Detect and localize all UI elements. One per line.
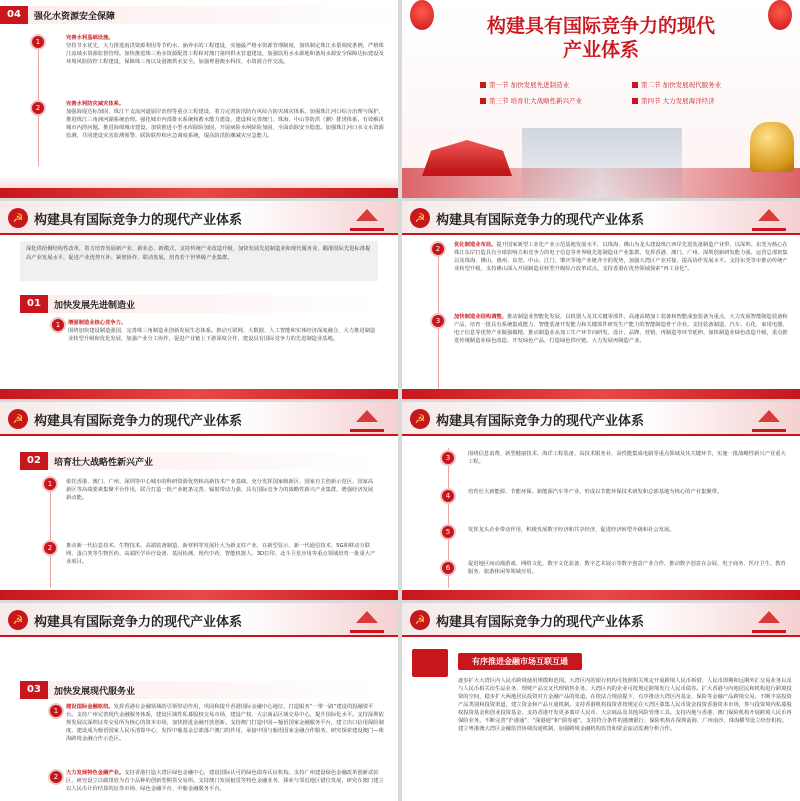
- tiananmen-icon: [350, 607, 384, 633]
- hammer-sickle-icon: ☭: [8, 610, 28, 630]
- paragraph-text: 提升国家新型工业化产业示范基地发展水平，以珠海、佛山为龙头建设珠江西岸先进装备制造产业带，以深圳、东莞为核心在珠江东岸打造具有全球影响力和竞争力的电子信息等世界级先进制造业产业集群。发挥香港、澳门、广州、深圳创新研发能力强、运营总部密集以及珠海、佛山、惠州、东莞、中山、江门、肇庆等地产业链齐全的优势，加强大湾区产业对接，提高协作发展水平。支持东莞等市推动传统产业转型升级，支持佛山深入开展制造业转型升级综合改革试点。支持香港在优势领域探索“再工业化”。: [454, 242, 788, 272]
- tiananmen-icon: [752, 406, 786, 432]
- section-number: 04: [0, 6, 28, 24]
- toc-item[interactable]: [632, 96, 715, 105]
- footer-bar: [402, 590, 800, 600]
- item-number: 2: [32, 102, 44, 114]
- section-number: 01: [20, 295, 48, 313]
- paragraph: [66, 703, 384, 767]
- section-number: 03: [20, 681, 48, 699]
- paragraph: [68, 319, 378, 375]
- item-number: 1: [32, 36, 44, 48]
- slide-manufacturing-layout[interactable]: [402, 201, 800, 399]
- paragraph: 促进地区间动漫游戏、网络文化、数字文化装备、数字艺术展示等数字创意产业合作，推动数字创意在会展、电子商务、医疗卫生、教育服务、旅游休闲等领域应用。: [468, 561, 786, 575]
- paragraph: [66, 100, 386, 168]
- section-header: [20, 452, 378, 470]
- timeline-line: [50, 476, 51, 588]
- header-title: 构建具有国际竞争力的现代产业体系: [436, 615, 645, 630]
- cover-title: [402, 14, 800, 62]
- slide-cover[interactable]: [402, 0, 800, 198]
- header-title: 构建具有国际竞争力的现代产业体系: [436, 414, 645, 429]
- item-number: 5: [442, 526, 454, 538]
- footer-bar: [402, 389, 800, 399]
- bullet-icon: [480, 82, 486, 88]
- item-number: 1: [52, 319, 64, 331]
- timeline-line: [38, 36, 39, 166]
- footer-bar: [0, 590, 398, 600]
- paragraph-heading: 优化制造业布局。: [454, 242, 497, 248]
- hammer-sickle-icon: ☭: [410, 409, 430, 429]
- footer-wave: [0, 176, 398, 188]
- hammer-sickle-icon: ☭: [8, 208, 28, 228]
- item-number: 2: [432, 243, 444, 255]
- toc-label: 第一节 加快发展先进制造业: [489, 81, 570, 89]
- slide-header: [0, 402, 398, 436]
- hammer-sickle-icon: ☭: [410, 610, 430, 630]
- paragraph: 依托香港、澳门、广州、深圳等中心城市的科研资源优势和高新技术产业基础，充分发挥国家级新区、国家自主创新示范区、国家高新区等高端要素集聚平台作用，联合打造一批产业链条完善、辐射带动力强、具有国际竞争力的战略性新兴产业集群，增强经济发展新动能。: [66, 479, 374, 501]
- item-number: 2: [50, 771, 62, 783]
- section-number: 02: [20, 452, 48, 470]
- hammer-sickle-icon: ☭: [410, 208, 430, 228]
- paragraph-text: 推动制造业智能化发展，以机器人及其关键零部件、高速高精加工装备和智能成套装备为重点，大力发展智能制造装备和产品，培育一批具有系统集成能力、智能装备开发能力和关键部件研发生产能力的智能制造骨干企业。支持装备制造、汽车、石化、家用电器、电子信息等优势产业做强做精，推动制造业从加工生产环节向研发、设计、品牌、营销、再制造等环节延伸。加快制造业绿色改造升级，重点推进传统制造业绿色改造、开发绿色产品，打造绿色供应链。大力发展再制造产业。: [454, 314, 788, 344]
- slide-emerging-industries-cont[interactable]: [402, 402, 800, 600]
- paragraph: [66, 34, 386, 100]
- section-title: 加快发展先进制造业: [54, 300, 136, 311]
- paragraph: [454, 241, 790, 311]
- tiananmen-icon: [350, 406, 384, 432]
- paragraph-text: 支持香港打造大湾区绿色金融中心，建设国际认可的绿色债券认证机构。支持广州建设绿色金融改革创新试验区，研究设立以碳排放为首个品种的创新型期货交易所。支持澳门发展租赁等特色金融业务，探索与邻近地区错位发展，研究在澳门建立以人民币计价结算的证券市场、绿色金融平台、中葡金融服务平台。: [66, 770, 384, 792]
- header-title: 构建具有国际竞争力的现代产业体系: [34, 615, 243, 630]
- header-title: 构建具有国际竞争力的现代产业体系: [34, 414, 243, 429]
- slide-financial-market[interactable]: [402, 603, 800, 801]
- paragraph: [454, 313, 790, 387]
- toc-label: 第二节 加快发展现代服务业: [641, 81, 722, 89]
- slide-header: [402, 201, 800, 235]
- slide-advanced-manufacturing[interactable]: [0, 201, 398, 399]
- item-number: 4: [442, 490, 454, 502]
- bullet-icon: [632, 98, 638, 104]
- item-number: 1: [44, 478, 56, 490]
- section-header: [0, 6, 398, 24]
- slide-modern-services[interactable]: [0, 603, 398, 801]
- paragraph-text: 坚持节水优先，大力推进雨洪资源利用等节约水、涵养水的工程建设，实施最严格水资源管理制度，加快制定珠江水量调度条例，严格珠江流域水资源监督管理。加快推进珠三角水资源配置工程和对澳门第四供水管道建设，加强饮用水水源地和备用水源安全保障达标建设及环境风险防控工程建设，保障珠三角以及港澳供水安全。加强粤港澳水科技、水资源合作交流。: [66, 43, 384, 65]
- slide-water-security[interactable]: [0, 0, 398, 198]
- slide-emerging-industries[interactable]: [0, 402, 398, 600]
- toc-item[interactable]: [480, 96, 582, 105]
- paragraph: [66, 769, 384, 801]
- intro-box: 深化供给侧结构性改革，着力培育发展新产业、新业态、新模式，支持传统产业改造升级，加快发展先进制造业和现代服务业，瞄准国际先进标准提高产业发展水平，促进产业优势互补、紧密协作、联动发展，培育若干世界级产业集群。: [20, 241, 378, 281]
- slide-header: [402, 603, 800, 637]
- toc-item[interactable]: [632, 80, 721, 89]
- paragraph-heading: 建设国际金融枢纽。: [66, 704, 114, 710]
- paragraph: 培育壮大新能源、节能环保、新能源汽车等产业，形成以节能环保技术研发和总部基地为核心的产业集聚带。: [468, 489, 723, 495]
- paragraph-heading: 大力发展特色金融产业。: [66, 770, 125, 776]
- section-title: 培育壮大战略性新兴产业: [54, 457, 154, 468]
- item-number: 3: [442, 452, 454, 464]
- paragraph: 逐步扩大大湾区内人民币跨境使用规模和范围。大湾区内的银行机构可按照相关规定开展跨境人民币拆借、人民币即期和远期外汇交易业务以及与人民币相关衍生品业务、理财产品交叉代理销售业务。大湾区内的企业可按规定跨境发行人民币债券。扩大香港与内地居民和机构进行跨境投资的空间，稳步扩大两地居民投资对方金融产品的渠道。在依法合规前提下，有序推动大湾区内基金、保险等金融产品跨境交易，不断丰富投资产品类别和投资渠道，建立资金和产品互通机制。支持香港机构投资者按规定在大湾区募集人民币资金投资香港资本市场，参与投资境内私募股权投资基金和创业投资基金。支持香港开发更多离岸人民币、大宗商品及其他风险管理工具。支持内地与香港、澳门保险机构开展跨境人民币再保险业务。不断完善“沪港通”、“深港通”和“债券通”。支持符合条件的港澳银行、保险机构在深圳前海、广州南沙、珠海横琴设立经营机构。建立粤港澳大湾区金融监管协调沟通机制，加强跨境金融机构监管和资金流动监测分析合作。: [458, 678, 792, 732]
- hammer-sickle-icon: ☭: [8, 409, 28, 429]
- header-title: 构建具有国际竞争力的现代产业体系: [436, 213, 645, 228]
- paragraph-text: 发挥香港在金融领域的引领带动作用，巩固和提升香港国际金融中心地位，打造服务“一带一路”建设的投融资平台。支持广州完善现代金融服务体系，建设区域性私募股权交易市场，建设产权、大宗商品区域交易中心，提升国际化水平。支持深圳依规发展以深圳证券交易所为核心的资本市场，加快推进金融开放创新。支持澳门打造中国—葡语国家金融服务平台，建立出口信用保险制度，建设成为葡语国家人民币清算中心，发挥中葡基金总部落户澳门的作用，承接中国与葡语国家金融合作服务。研究探索建设澳门—珠海跨境金融合作示范区。: [66, 704, 384, 742]
- cover-title-line2: 产业体系: [562, 39, 639, 61]
- flag-icon: [412, 649, 448, 677]
- content-area: [402, 643, 800, 801]
- tiananmen-icon: [350, 205, 384, 231]
- slide-header: [402, 402, 800, 436]
- paragraph-heading: 完善水利防灾减灾体系。: [66, 101, 125, 107]
- paragraph: 围绕信息消费、新型健康技术、海洋工程装备、高技术服务业、高性能集成电路等重点领域及其关键环节，实施一批战略性新兴产业重大工程。: [468, 451, 786, 465]
- paragraph-text: 加强海堤达标加固、珠江干支流河道崩岸治理等重点工程建设，着力完善防汛防台风综合防灾减灾体系。加强珠江河口综合治理与保护，推进珠江三角洲河湖系统治理。强化城市内部排水系统和蓄水能力建设，建设和完善澳门、珠海、中山等防洪（潮）排涝体系，有效解决城市内涝问题。推进海绵城市建设。加快推进小型水库除险加固，开展病险水闸除险加固，全面消除安全隐患。加强珠江河口水文水资源监测，共同建设灾害监测预警、联防联控和应急调度系统，提高防洪防潮减灾应急能力。: [66, 109, 384, 139]
- paragraph-heading: 加快制造业结构调整。: [454, 314, 507, 320]
- bullet-icon: [480, 98, 486, 104]
- slide-header: [0, 201, 398, 235]
- paragraph-heading: 完善水利基础设施。: [66, 35, 114, 41]
- toc-label: 第三节 培育壮大战略性新兴产业: [489, 97, 583, 105]
- header-title: 构建具有国际竞争力的现代产业体系: [34, 213, 243, 228]
- stone-lion-icon: [750, 122, 794, 172]
- toc-label: 第四节 大力发展海洋经济: [641, 97, 715, 105]
- section-header: [20, 681, 378, 699]
- item-number: 6: [442, 562, 454, 574]
- cover-title-line1: 构建具有国际竞争力的现代: [486, 15, 715, 37]
- section-header: [20, 295, 378, 313]
- item-number: 2: [44, 542, 56, 554]
- paragraph-heading: 增强制造业核心竞争力。: [68, 320, 127, 326]
- slide-header: [0, 603, 398, 637]
- paragraph: 发挥龙头企业带动作用，积极发展数字经济和共享经济，促进经济转型升级和社会发展。: [468, 527, 675, 533]
- footer-bar: [0, 188, 398, 198]
- item-number: 1: [50, 705, 62, 717]
- footer-bar: [0, 389, 398, 399]
- tiananmen-icon: [752, 205, 786, 231]
- paragraph: 推动新一代信息技术、生物技术、高端装备制造、新材料等发展壮大为新支柱产业，在新型显示、新一代通信技术、5G和移动互联网、蛋白类等生物医药、高端医学诊疗设备、基因检测、现代中药、智能机器人、3D打印、北斗卫星应用等重点领域培育一批重大产业项目。: [66, 543, 376, 565]
- section-title: 加快发展现代服务业: [54, 686, 136, 697]
- section-title: 强化水资源安全保障: [34, 11, 116, 22]
- subtitle-banner: 有序推进金融市场互联互通: [458, 653, 582, 670]
- tiananmen-icon: [752, 607, 786, 633]
- item-number: 3: [432, 315, 444, 327]
- paragraph-text: 围绕加快建设制造强国，完善珠三角制造业创新发展生态体系。推动互联网、大数据、人工智能和实体经济深度融合，大力推进制造业转型升级和优化发展，加强产业分工协作，促进产业链上下游深度合作，建设具有国际竞争力的先进制造业基地。: [68, 328, 376, 342]
- flag-banner: [402, 168, 800, 198]
- bullet-icon: [632, 82, 638, 88]
- toc-item[interactable]: [480, 80, 569, 89]
